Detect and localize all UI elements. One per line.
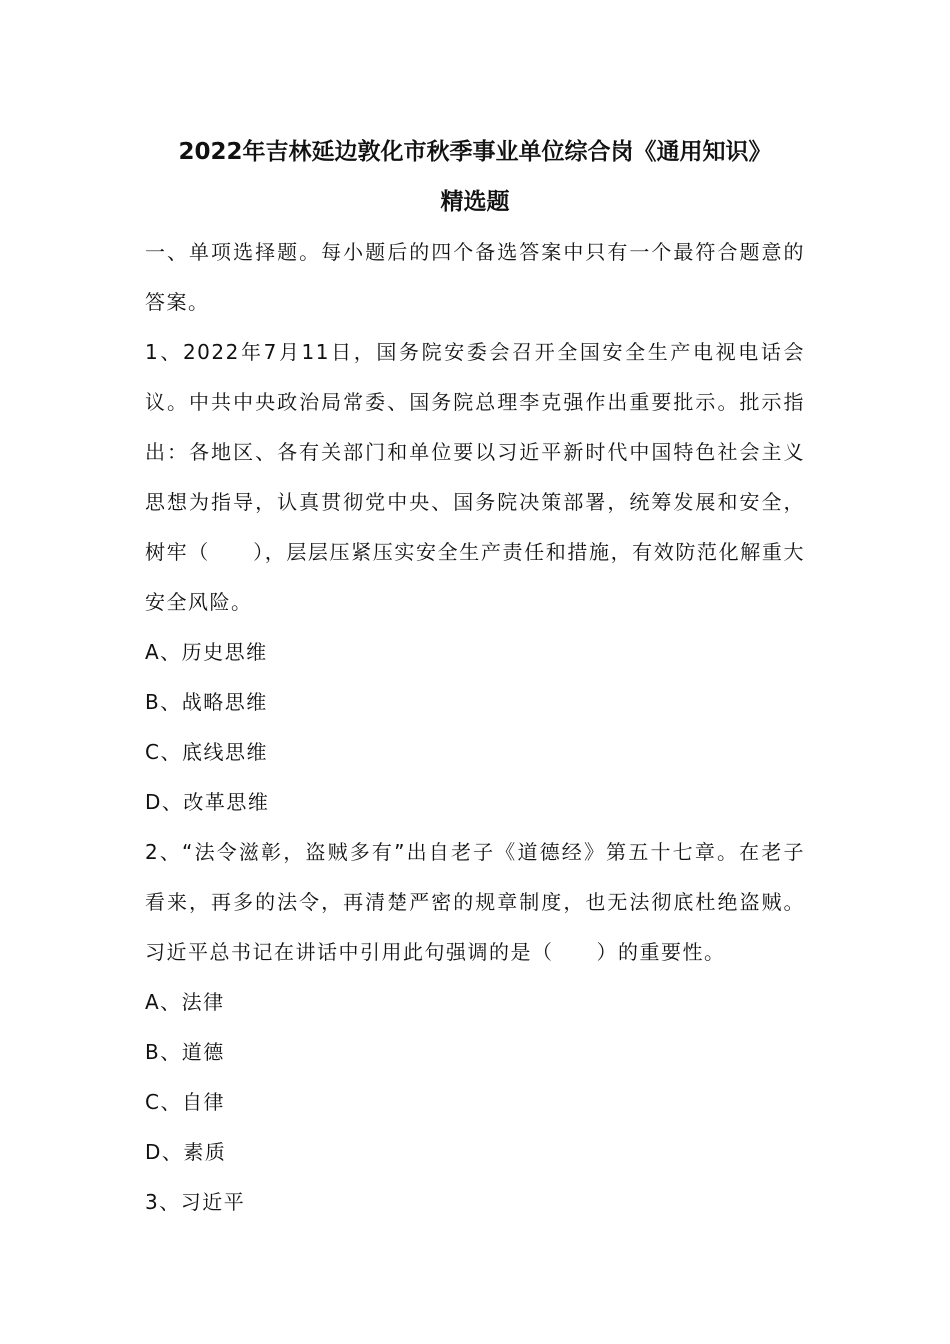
option-b: B、道德: [145, 1040, 225, 1064]
question-stem: 2、“法令滋彰，盗贼多有”出自老子《道德经》第五十七章。在老子看来，再多的法令，再清楚严密的规章制度，也无法彻底杜绝盗贼。习近平总书记在讲话中引用此句强调的是（ ）的重要性。: [145, 840, 805, 964]
option-b: B、战略思维: [145, 690, 268, 714]
question-stem: 1、2022年7月11日，国务院安委会召开全国安全生产电视电话会议。中共中央政治局常委、国务院总理李克强作出重要批示。批示指出：各地区、各有关部门和单位要以习近平新时代中国特色社会主义思想为指导，认真贯彻党中央、国务院决策部署，统筹发展和安全，树牢（ ），层层压紧压实安全生产责任和措施，有效防范化解重大安全风险。: [145, 340, 805, 614]
title-line-2: 精选题: [440, 189, 510, 215]
option-c: C、底线思维: [145, 740, 268, 764]
option-d: D、素质: [145, 1140, 227, 1164]
option-a: A、法律: [145, 990, 225, 1014]
question-stem: 3、习近平: [145, 1190, 246, 1214]
question-2: [145, 827, 805, 1177]
option-c: C、自律: [145, 1090, 225, 1114]
document-title: [145, 127, 805, 227]
option-a: A、历史思维: [145, 640, 268, 664]
option-d: D、改革思维: [145, 790, 270, 814]
title-line-1: 2022年吉林延边敦化市秋季事业单位综合岗《通用知识》: [178, 139, 772, 165]
question-3: [145, 1177, 805, 1227]
section-heading: 一、单项选择题。每小题后的四个备选答案中只有一个最符合题意的答案。: [145, 240, 805, 314]
question-1: [145, 327, 805, 827]
